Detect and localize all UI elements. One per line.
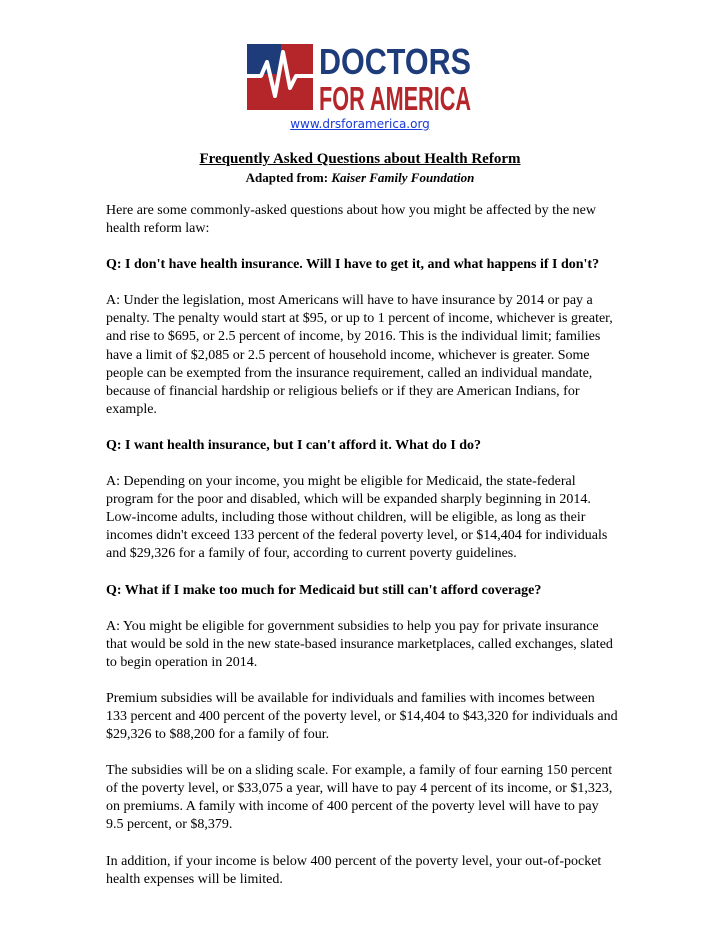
doctors-for-america-logo [247, 40, 473, 117]
answer-3: A: You might be eligible for government subsidies to help you pay for private insurance that would be sold in the new state-based insurance marketplaces, called exchanges, slated to begin operation in 2014. [106, 618, 613, 670]
page-title: Frequently Asked Questions about Health Reform [199, 151, 521, 167]
answer-3-paragraph-3: The subsidies will be on a sliding scale. For example, a family of four earning 150 percent of the poverty level, or $33,075 a year, will have to pay 4 percent of its income, or $1,323, on premiums. A family with income of 400 percent of the poverty level will have to pay 9.5 percent, or $8,379. [106, 763, 613, 833]
subtitle-source: Kaiser Family Foundation [331, 170, 475, 185]
answer-2: A: Depending on your income, you might be eligible for Medicaid, the state-federal program for the poor and disabled, which will be expanded sharply beginning in 2014. Low-income adults, including those without children, will be eligible, as long as their incomes didn't exceed 133 percent of the federal poverty level, or $14,404 for individuals and $29,326 for a family of four, according to current poverty guidelines. [106, 474, 608, 562]
faq-content [106, 202, 618, 907]
answer-3-paragraph-2: Premium subsidies will be available for individuals and families with incomes between 133 percent and 400 percent of the poverty level, or $14,404 to $43,320 for individuals and $29,326 to $88,200 for a family of four. [106, 690, 618, 743]
question-3: Q: What if I make too much for Medicaid but still can't afford coverage? [106, 582, 542, 598]
question-2: Q: I want health insurance, but I can't afford it. What do I do? [106, 437, 482, 453]
logo-text-line1: DOCTORS [319, 41, 471, 82]
subtitle-prefix: Adapted from: [245, 170, 329, 185]
question-1: Q: I don't have health insurance. Will I have to get it, and what happens if I don't? [106, 257, 600, 273]
page-subtitle [0, 170, 720, 186]
answer-1: A: Under the legislation, most Americans will have to have insurance by 2014 or pay a penalty. The penalty would start at $95, or up to 1 percent of income, whichever is greater, and rise to $695, or 2.5 percent of income, by 2016. This is the individual limit; families have a limit of $2,085 or 2.5 percent of household income, whichever is greater. Some people can be exempted from the insurance requirement, called an individual mandate, because of financial hardship or religious beliefs or if they are American Indians, for example. [106, 293, 613, 417]
website-link[interactable]: www.drsforamerica.org [290, 117, 430, 131]
logo-text-line2: FOR AMERICA [319, 80, 471, 117]
intro-paragraph: Here are some commonly-asked questions about how you might be affected by the new health reform law: [106, 203, 596, 237]
answer-3-paragraph-4: In addition, if your income is below 400 percent of the poverty level, your out-of-pocket health expenses will be limited. [106, 853, 602, 887]
